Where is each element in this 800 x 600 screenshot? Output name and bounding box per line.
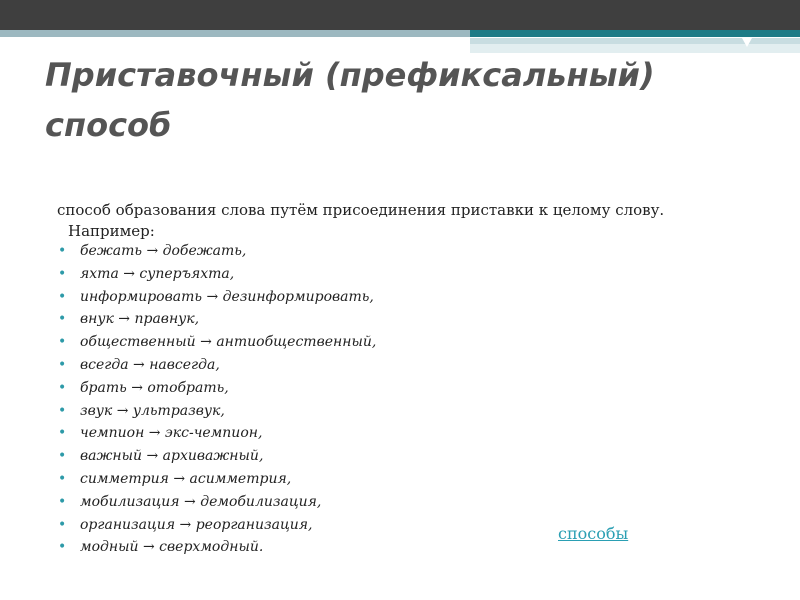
examples-list — [58, 240, 376, 559]
example-text: организация → реорганизация, — [80, 516, 313, 533]
example-text: общественный → антиобщественный, — [80, 334, 377, 351]
example-item — [58, 422, 376, 445]
example-text: мобилизация → демобилизация, — [80, 493, 322, 510]
bullet-icon: • — [58, 356, 67, 373]
bullet-icon: • — [58, 516, 67, 533]
example-text: важный → архиважный, — [80, 448, 264, 465]
slide-intro — [57, 200, 777, 242]
example-item — [58, 400, 376, 423]
example-text: всегда → навсегда, — [80, 356, 220, 373]
example-text: бежать → добежать, — [80, 243, 247, 259]
example-text: внук → правнук, — [80, 311, 200, 328]
example-item — [58, 468, 376, 491]
header-notch-icon — [742, 38, 752, 47]
example-text: симметрия → асимметрия, — [80, 470, 292, 487]
example-item — [58, 445, 376, 468]
example-text: звук → ультразвук, — [80, 402, 225, 419]
methods-link[interactable]: способы — [558, 524, 629, 543]
bullet-icon: • — [58, 334, 67, 351]
bullet-icon: • — [58, 448, 67, 465]
bullet-icon: • — [58, 470, 67, 487]
example-item — [58, 377, 376, 400]
example-item — [58, 286, 376, 309]
example-item — [58, 491, 376, 514]
example-item — [58, 514, 376, 537]
example-text: брать → отобрать, — [80, 379, 229, 396]
header-teal-strip — [470, 30, 800, 37]
example-item — [58, 331, 376, 354]
intro-definition: способ образования слова путём присоединения приставки к целому слову. — [57, 201, 665, 219]
example-item — [58, 536, 376, 559]
example-text: информировать → дезинформировать, — [80, 288, 374, 305]
example-text: чемпион → экс-чемпион, — [80, 425, 263, 442]
header-accent-strip — [0, 30, 470, 37]
bullet-icon: • — [58, 243, 67, 259]
slide-title: Приставочный (префиксальный) способ — [45, 56, 655, 144]
intro-example-label: Например: — [68, 222, 155, 240]
bullet-icon: • — [58, 311, 67, 328]
bullet-icon: • — [58, 265, 67, 282]
bullet-icon: • — [58, 425, 67, 442]
bullet-icon: • — [58, 379, 67, 396]
bullet-icon: • — [58, 402, 67, 419]
example-item — [58, 263, 376, 286]
header-bar — [0, 0, 800, 30]
bullet-icon: • — [58, 539, 67, 556]
example-text: модный → сверхмодный. — [80, 539, 264, 556]
example-item — [58, 240, 376, 263]
example-item — [58, 354, 376, 377]
bullet-icon: • — [58, 288, 67, 305]
bullet-icon: • — [58, 493, 67, 510]
example-item — [58, 308, 376, 331]
example-text: яхта → суперъяхта, — [80, 265, 235, 282]
